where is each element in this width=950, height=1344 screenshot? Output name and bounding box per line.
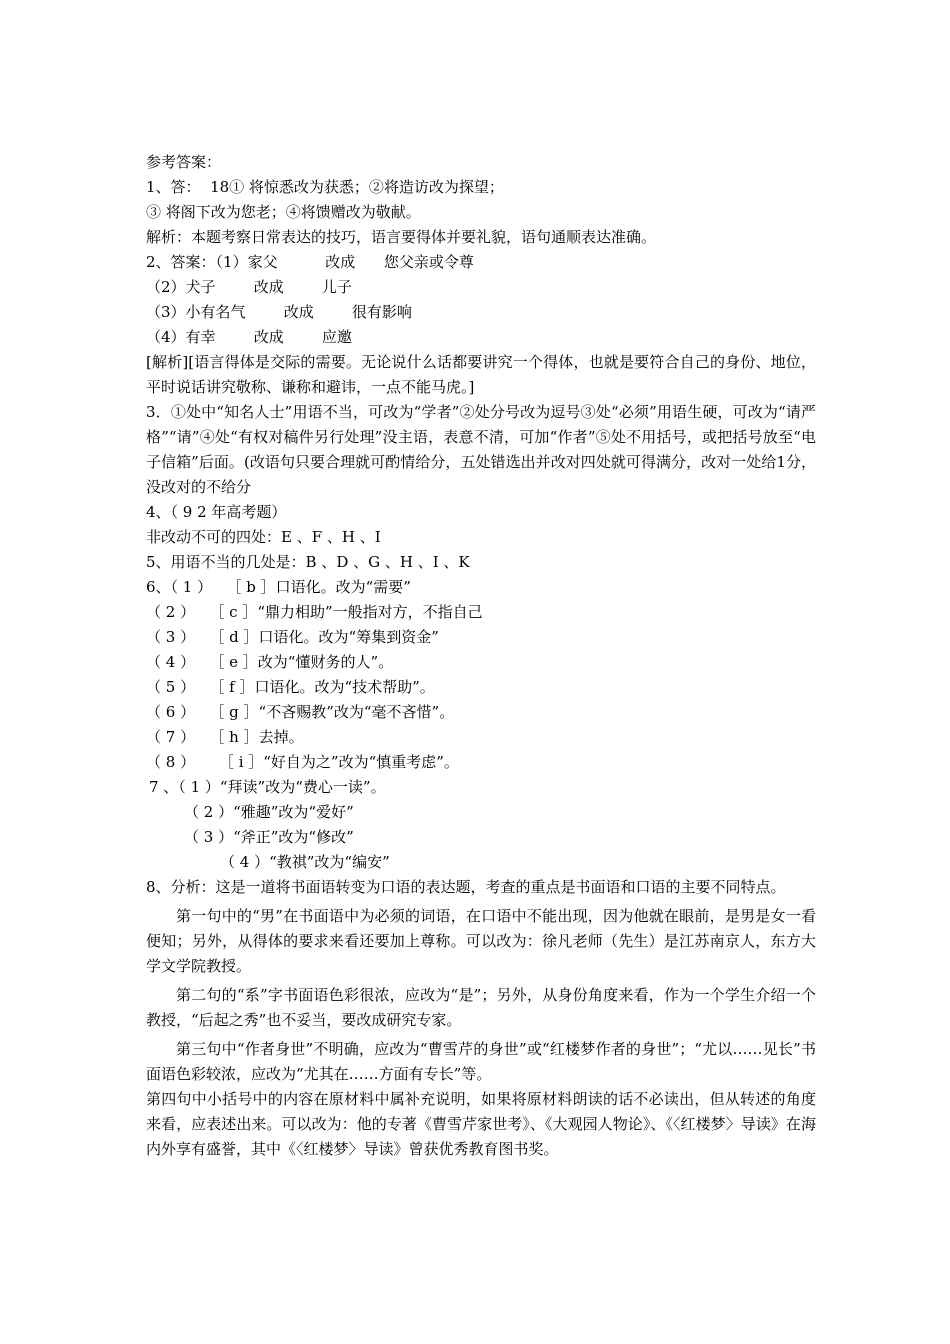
answer-6-item-4: （ 4 ） ［ e ］改为“懂财务的人”。 [146, 653, 394, 671]
answer-2-item-2: （2）犬子 改成 儿子 [146, 278, 352, 296]
answer-6-item-5: （ 5 ） ［ f ］口语化。改为“技术帮助”。 [146, 678, 435, 696]
answer-6-item-3: （ 3 ） ［ d ］口语化。改为“筹集到资金” [146, 628, 439, 646]
answer-8-paragraph-3: 第三句中“作者身世”不明确，应改为“曹雪芹的身世”或“红楼梦作者的身世”；“尤以……见长”书面语色彩较浓，应改为“尤其在……方面有专长”等。 [146, 1040, 816, 1083]
answer-8-paragraph-1: 第一句中的“男”在书面语中为必须的词语，在口语中不能出现，因为他就在眼前，是男是女一看便知；另外，从得体的要求来看还要加上尊称。可以改为：徐凡老师（先生）是江苏南京人，东方大学文学院教授。 [146, 907, 816, 975]
answer-7-item-4: （ 4 ）“教祺”改为“编安” [220, 853, 390, 871]
answer-6-item-2: （ 2 ） ［ c ］“鼎力相助”一般指对方，不指自己 [146, 603, 483, 621]
answer-2-item-3: （3）小有名气 改成 很有影响 [146, 303, 412, 321]
answer-1-line-1: 1、答： 18① 将惊悉改为获悉；②将造访改为探望； [146, 178, 504, 196]
answer-6-item-8: （ 8 ） ［ i ］“好自为之”改为“慎重考虑”。 [146, 753, 459, 771]
answer-2-item-1: 2、答案：（1）家父 改成 您父亲或令尊 [146, 253, 474, 271]
heading: 参考答案： [146, 153, 222, 171]
answer-7-item-2: （ 2 ）“雅趣”改为“爱好” [184, 803, 354, 821]
answer-2-item-4: （4）有幸 改成 应邀 [146, 328, 352, 346]
answer-6-item-1: 6、（ 1 ） ［ b ］口语化。改为“需要” [146, 578, 411, 596]
answer-6-item-6: （ 6 ） ［ g ］“不吝赐教”改为“毫不吝惜”。 [146, 703, 455, 721]
answer-8-paragraph-4: 第四句中小括号中的内容在原材料中属补充说明，如果将原材料朗读的话不必读出，但从转述的角度来看，应表述出来。可以改为：他的专著《曹雪芹家世考》、《大观园人物论》、《〈红楼梦〉导读》在海内外享有盛誉，其中《〈红楼梦〉导读》曾获优秀教育图书奖。 [146, 1090, 816, 1158]
answer-7-item-3: （ 3 ）“斧正”改为“修改” [184, 828, 354, 846]
answer-4-body: 非改动不可的四处：E 、F 、H 、I [146, 528, 381, 546]
answer-6-item-7: （ 7 ） ［ h ］去掉。 [146, 728, 304, 746]
answer-8-paragraph-2: 第二句的“系”字书面语色彩很浓，应改为“是”；另外，从身份角度来看，作为一个学生介绍一个教授，“后起之秀”也不妥当，要改成研究专家。 [146, 986, 816, 1029]
answer-7-item-1: 7 、（ 1 ）“拜读”改为“费心一读”。 [149, 778, 386, 796]
answer-1-analysis: 解析：本题考察日常表达的技巧，语言要得体并要礼貌，语句通顺表达准确。 [146, 228, 657, 246]
answer-1-line-2: ③ 将阁下改为您老；④将馈赠改为敬献。 [146, 203, 421, 221]
answer-3: 3．①处中“知名人士”用语不当，可改为“学者”②处分号改为逗号③处“必须”用语生硬，可改为“请严格”“请”④处“有权对稿件另行处理”没主语，表意不清，可加“作者”⑤处不用括号，或把括号放至“电子信箱”后面。(改语句只要合理就可酌情给分，五处错选出并改对四处就可得满分，改对一处给1分，没改对的不给分 [146, 403, 816, 496]
answer-2-analysis: [解析][语言得体是交际的需要。无论说什么话都要讲究一个得体，也就是要符合自己的身份、地位，平时说话讲究敬称、谦称和避讳，一点不能马虎。] [146, 353, 816, 396]
answer-key [146, 150, 816, 1162]
answer-8-intro: 8、分析：这是一道将书面语转变为口语的表达题，考查的重点是书面语和口语的主要不同特点。 [146, 878, 786, 896]
answer-4-title: 4、（ 9 2 年高考题） [146, 503, 287, 521]
answer-5: 5、用语不当的几处是：B 、D 、G 、H 、I 、K [146, 553, 470, 571]
